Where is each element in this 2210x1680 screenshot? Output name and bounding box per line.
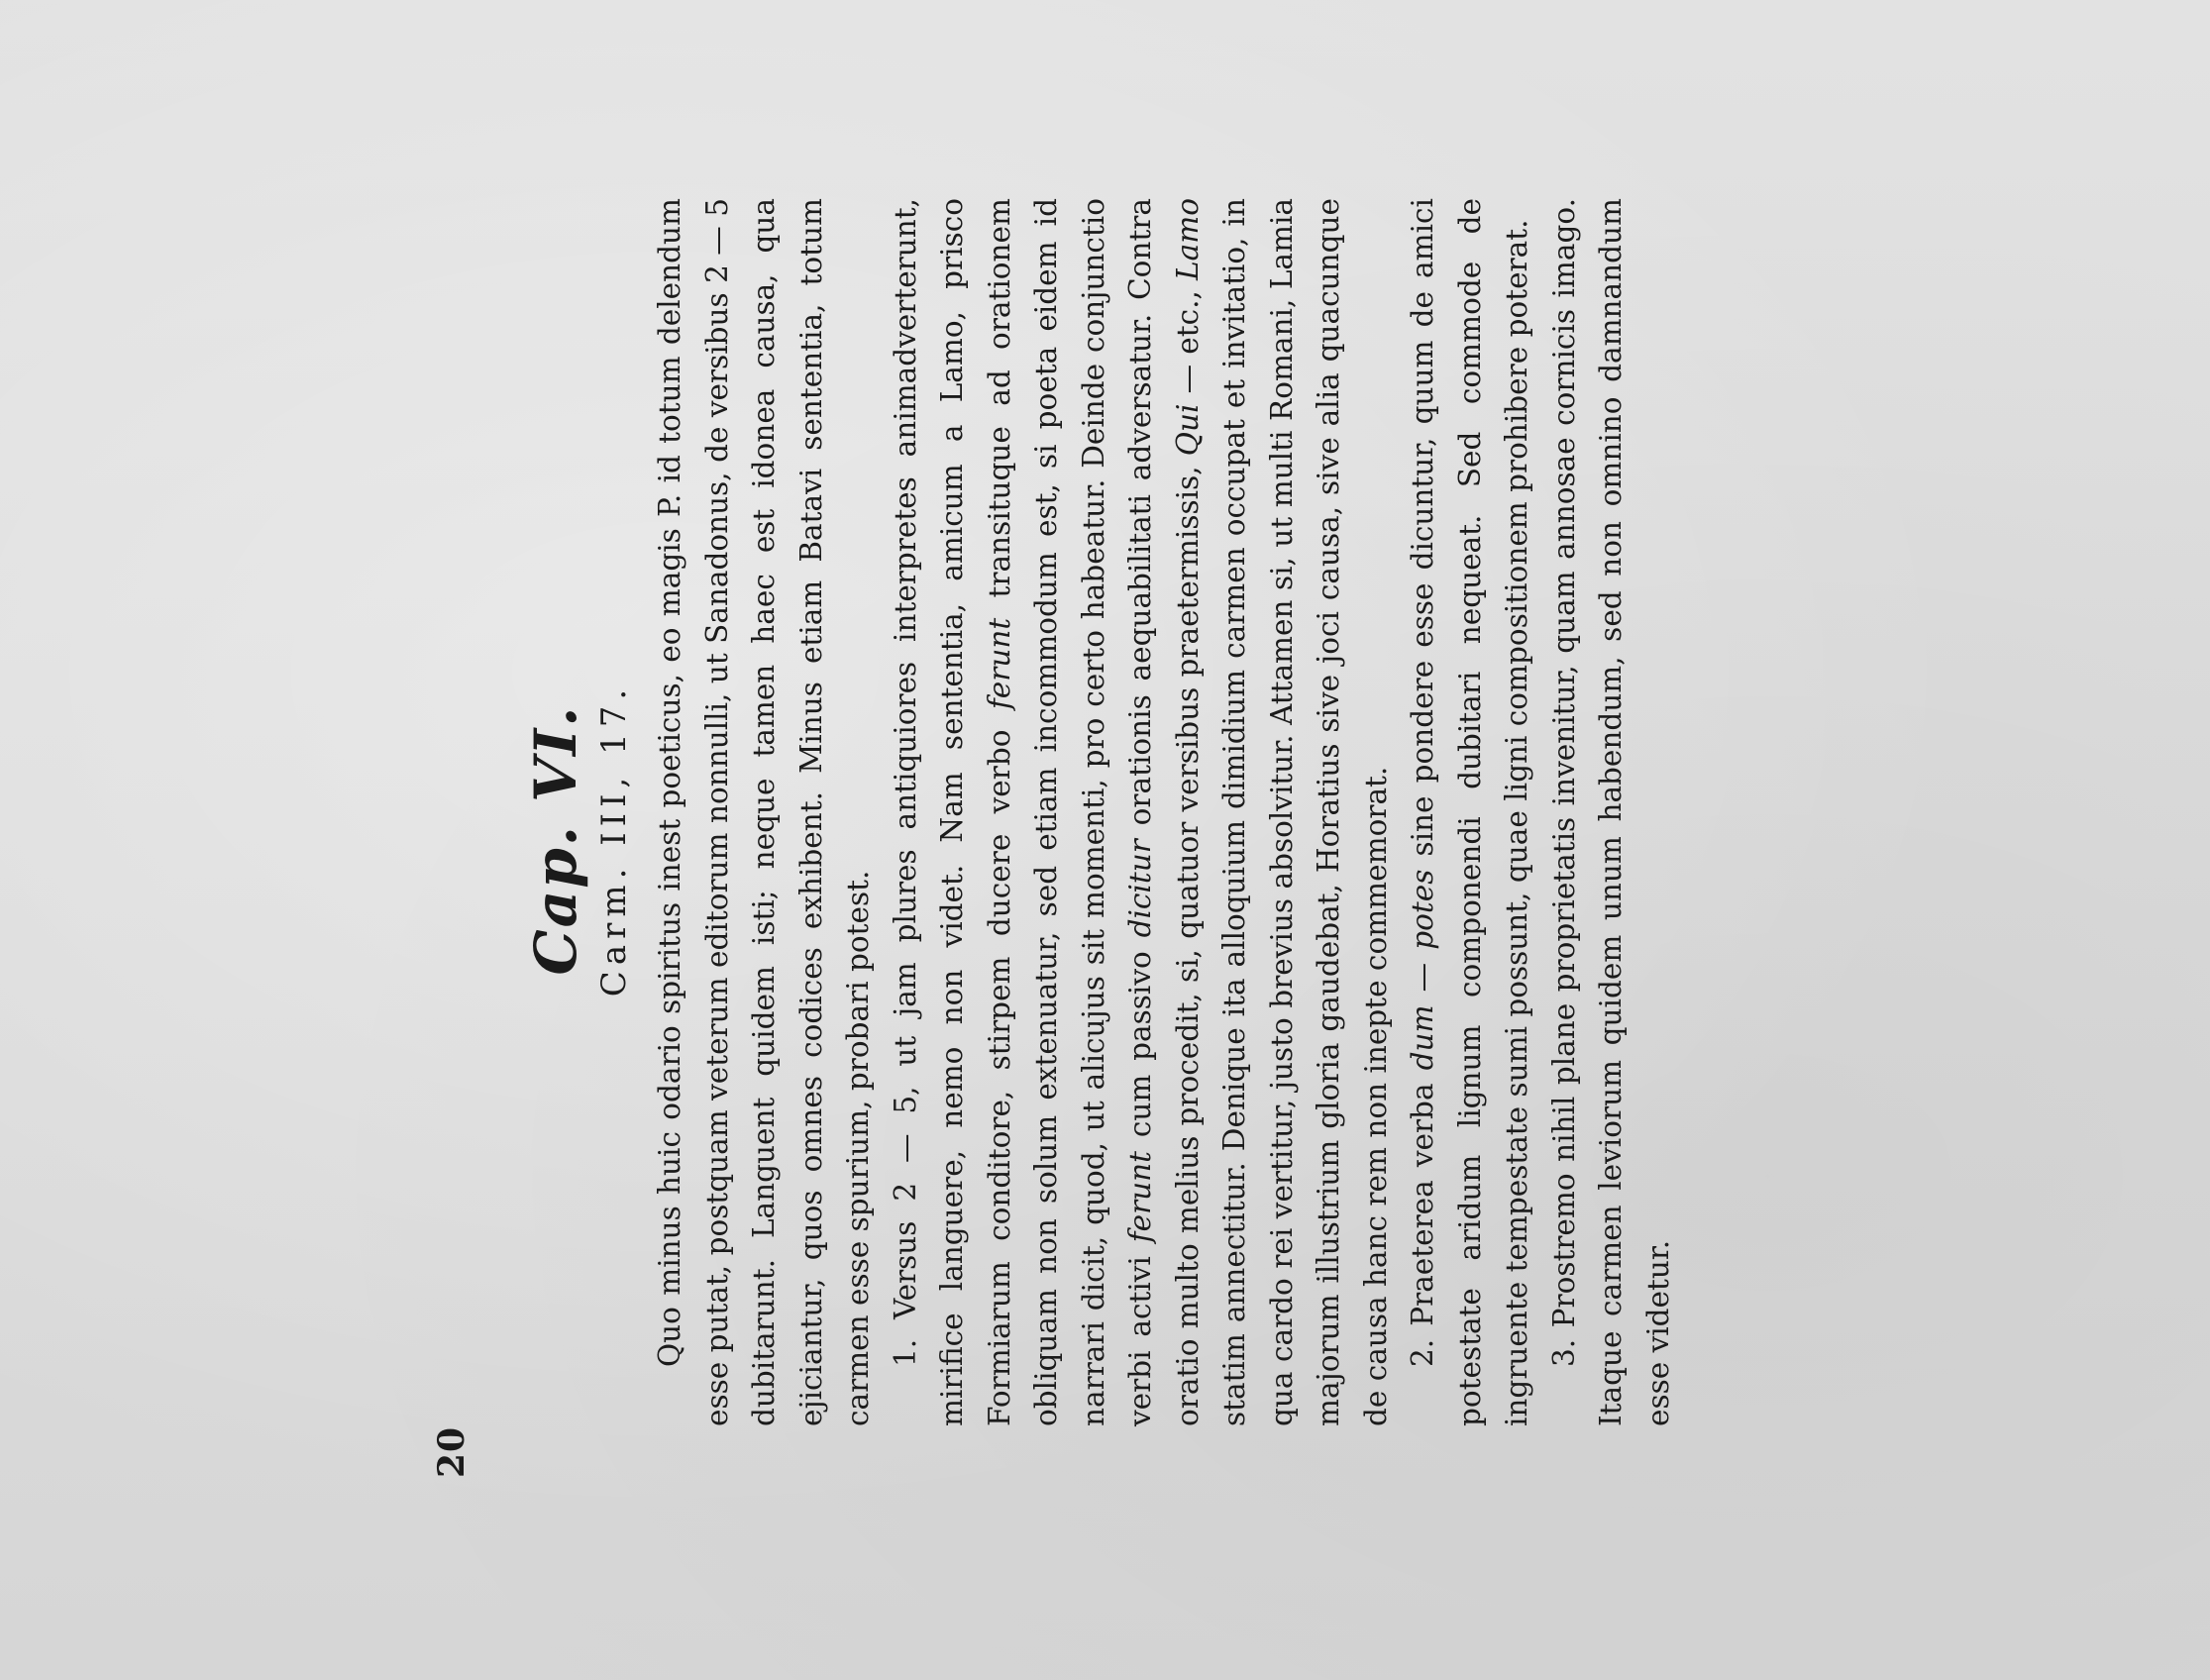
italic-run: dicitur [1123, 839, 1157, 938]
text-run: orationis aequabilitati adversatur. Contra oratio multo melius procedit, si, quatuor versibus praetermissis, [1123, 198, 1205, 1426]
paragraph [647, 198, 883, 1426]
text-run: statim annectitur. Denique ita alloquium dimidium carmen occupat et invitatio, in qua cardo rei vertitur, justo brevius absolvitur. Attamen si, ut multi Romani, Lamia majorum illustrium gloria gaudebat, Horatius sive joci causa, sive alia quacunque de causa hanc rem non inepte commemorat. [1217, 198, 1393, 1426]
paragraph [1541, 198, 1683, 1426]
italic-run: Lamo [1170, 198, 1205, 280]
italic-run: dum — potes [1406, 869, 1439, 1071]
chapter-subtitle: Carm. III, 17. [594, 682, 634, 998]
text-run: 1. Versus 2 — 5, ut jam plures antiquiores interpretes animadverterunt, mirifice languere, nemo non videt. Nam sententia, amicum a Lamo, prisco Formiarum conditore, stirpem ducere verbo [888, 198, 1016, 1426]
text-run: Quo minus huic odario spiritus inest poeticus, eo magis P. id totum delendum esse putat, postquam veterum editorum nonnulli, ut Sanadonus, de versibus 2 — 5 dubitarunt. Languent quidem isti; neque tamen haec est idonea causa, qua ejiciantur, quos omnes codices exhibent. Minus etiam Batavi sententia, totum carmen esse spurium, probari potest. [653, 198, 875, 1426]
italic-run: Qui [1170, 403, 1205, 457]
text-run: 3. Prostremo nihil plane proprietatis invenitur, quam annosae cornicis imago. Itaque carmen leviorum quidem unum habendum, sed non omnino damnandum esse videtur. [1546, 198, 1675, 1426]
body-text [647, 198, 1682, 1426]
book-page [263, 147, 1947, 1533]
italic-run: ferunt [982, 617, 1016, 710]
text-run: transituque ad orationem obliquam non solum extenuatur, sed etiam incommodum est, si poeta eidem id narrari dicit, quod, ut alicujus sit momenti, pro certo habeatur. Deinde conjunctio verbi activi [982, 198, 1157, 1426]
text-run: — etc., [1170, 279, 1205, 404]
paragraph [1400, 198, 1541, 1426]
text-run: cum passivo [1123, 937, 1157, 1151]
paragraph [883, 198, 1401, 1426]
chapter-title: Cap. VI. [522, 704, 589, 976]
text-run: sine pondere esse dicuntur, quum de amici potestate aridum lignum componendi dubitari nequeat. Sed commode de ingruente tempestate sumi possunt, quae ligni compositionem prohibere poterat. [1406, 198, 1533, 1426]
italic-run: ferunt [1123, 1150, 1157, 1243]
text-run: 2. Praeterea verba [1406, 1070, 1439, 1367]
page-number: 20 [431, 1425, 473, 1478]
